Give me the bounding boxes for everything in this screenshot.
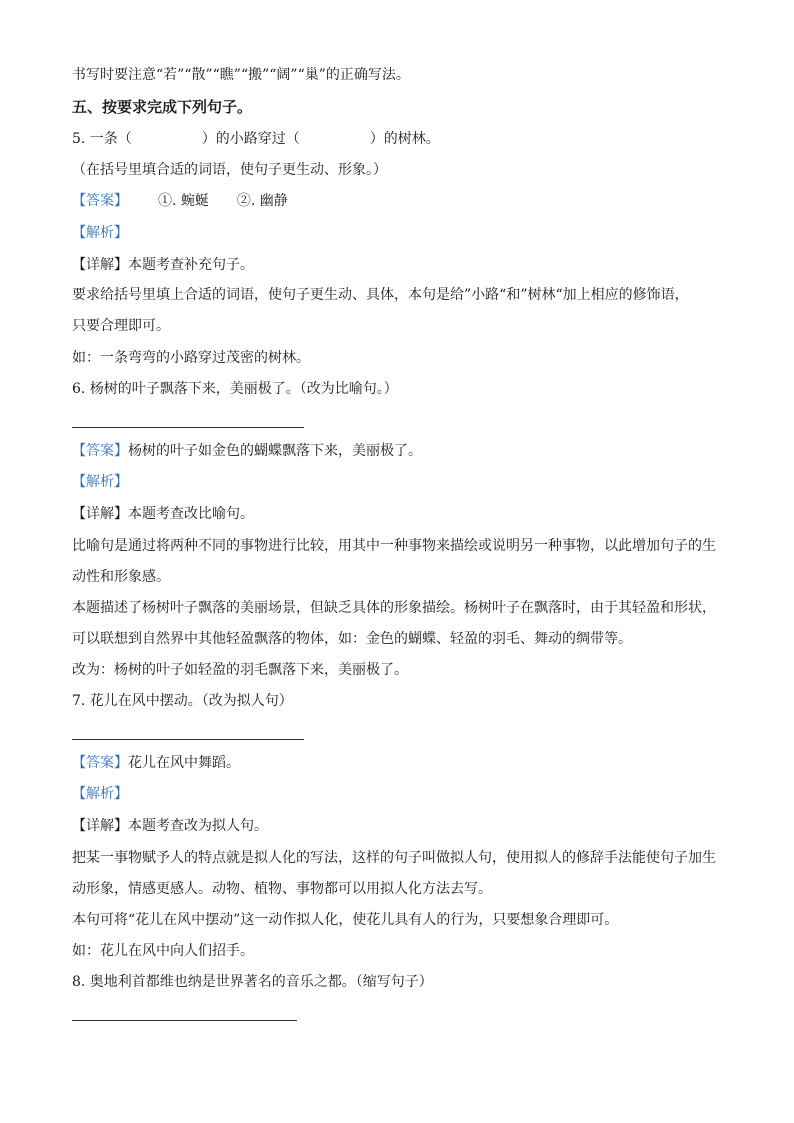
q6-answer [72, 441, 422, 461]
q7-detail-text: 本题考查改为拟人句。 [128, 818, 268, 834]
question-6: 6. 杨树的叶子飘落下来，美丽极了。（改为比喻句。） [72, 381, 398, 397]
q6-answer-line [72, 427, 304, 428]
q6-analysis-line-2: 可以联想到自然界中其他轻盈飘落的物体，如：金色的蝴蝶、轻盈的羽毛、舞动的绸带等。 [72, 631, 632, 647]
answer-tag: 【答案】 [72, 755, 128, 771]
question-8: 8. 奥地利首都维也纳是世界著名的音乐之都。（缩写句子） [72, 974, 433, 990]
answer-tag: 【答案】 [72, 193, 128, 209]
q7-answer [72, 753, 240, 773]
q6-answer-text: 杨树的叶子如金色的蝴蝶飘落下来，美丽极了。 [128, 443, 422, 459]
q7-analysis: 本句可将“花儿在风中摆动”这一动作拟人化，使花儿具有人的行为，只要想象合理即可。 [72, 912, 619, 928]
q5-part1: 5. 一条（ [72, 131, 132, 147]
q6-explanation-line-2: 动性和形象感。 [72, 569, 170, 585]
q6-detail [72, 504, 254, 524]
q7-explanation-line-1: 把某一事物赋予人的特点就是拟人化的写法，这样的句子叫做拟人句，使用拟人的修辞手法能使句子加生 [72, 850, 716, 866]
q5-answer-2: ②. 幽静 [236, 193, 288, 209]
q5-part2: ）的小路穿过（ [201, 131, 300, 147]
section-title: 五、按要求完成下列句子。 [72, 98, 253, 116]
answer-tag: 【答案】 [72, 443, 128, 459]
q6-explanation-line-1: 比喻句是通过将两种不同的事物进行比较，用其中一种事物来描绘或说明另一种事物，以此增加句子的生 [72, 538, 716, 554]
q7-detail [72, 816, 268, 836]
analysis-tag: 【解析】 [72, 225, 128, 241]
q7-answer-text: 花儿在风中舞蹈。 [128, 755, 240, 771]
intro-note: 书写时要注意“若”“散”“瞧”“搬”“阔”“巢”的正确写法。 [72, 67, 410, 83]
q6-rewrite: 改为：杨树的叶子如轻盈的羽毛飘落下来，美丽极了。 [72, 662, 408, 678]
q5-example: 如：一条弯弯的小路穿过茂密的树林。 [72, 350, 310, 366]
q5-detail-text: 本题考查补充句子。 [128, 257, 254, 273]
q8-answer-line [72, 1020, 297, 1021]
question-7: 7. 花儿在风中摆动。（改为拟人句） [72, 693, 293, 709]
q6-analysis-line-1: 本题描述了杨树叶子飘落的美丽场景，但缺乏具体的形象描绘。杨树叶子在飘落时，由于其轻盈和形状， [72, 600, 716, 616]
q5-answer [72, 191, 288, 211]
q5-explanation-line-1: 要求给括号里填上合适的词语，使句子更生动、具体，本句是给”小路“和”树林“加上相应的修饰语， [72, 287, 689, 303]
q7-answer-line [72, 739, 304, 740]
q5-part3: ）的树林。 [369, 131, 440, 147]
q5-instruction: （在括号里填合适的词语，使句子更生动、形象。） [72, 162, 387, 178]
q7-explanation-line-2: 动形象，情感更感人。动物、植物、事物都可以用拟人化方法去写。 [72, 881, 492, 897]
detail-tag: 【详解】 [72, 257, 128, 273]
q6-detail-text: 本题考查改比喻句。 [128, 506, 254, 522]
analysis-tag: 【解析】 [72, 474, 128, 490]
q5-answer-1: ①. 蜿蜒 [158, 193, 209, 209]
detail-tag: 【详解】 [72, 506, 128, 522]
q5-detail [72, 255, 254, 275]
detail-tag: 【详解】 [72, 818, 128, 834]
q7-example: 如：花儿在风中向人们招手。 [72, 943, 254, 959]
analysis-tag: 【解析】 [72, 786, 128, 802]
q5-explanation-line-2: 只要合理即可。 [72, 318, 170, 334]
question-5 [72, 129, 440, 149]
